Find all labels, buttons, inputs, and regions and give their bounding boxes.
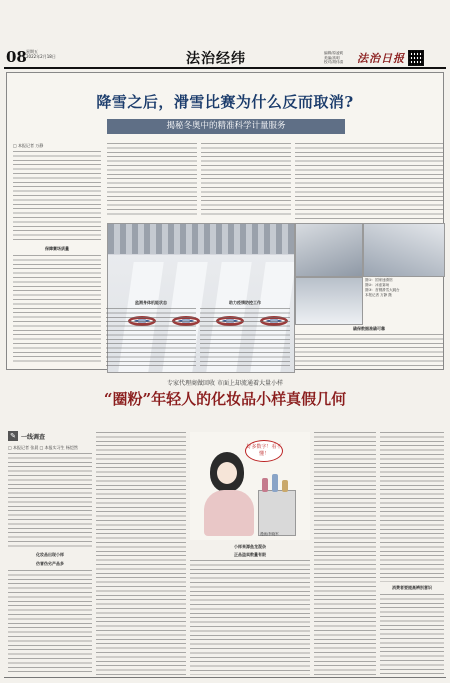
- top-subhead: 揭秘冬奥中的精准科学计量服务: [107, 119, 345, 134]
- article-column: [13, 143, 101, 365]
- bottom-headline: [0, 388, 450, 409]
- body-text: [295, 334, 443, 366]
- article-column: [200, 300, 290, 366]
- subtitle: 消费者要提高辨别意识: [392, 585, 432, 590]
- body-text: [200, 308, 290, 366]
- article-column: [106, 300, 196, 366]
- body-text: [314, 432, 376, 675]
- masthead-block: [324, 50, 424, 66]
- article-column: [96, 432, 186, 675]
- editor-line: 编辑/原凌莉: [324, 51, 344, 56]
- subtitle: 小样来源鱼龙混杂: [234, 544, 266, 549]
- date: 2022年2月18日: [26, 54, 56, 59]
- headline-text: “圈粉”年轻人的化妆品小样真假几何: [103, 390, 347, 408]
- section-tag: [8, 431, 45, 441]
- girl-body: [204, 490, 254, 536]
- caption: 图③：首钢滑雪大跳台: [365, 288, 400, 292]
- investigation-icon: ✎: [8, 431, 18, 441]
- section-title: 法治经纬: [186, 51, 246, 67]
- article-column: [8, 445, 92, 675]
- editor-line: 校对/胡伟清: [324, 60, 344, 65]
- body-text: [295, 143, 443, 219]
- body-text: [380, 594, 444, 674]
- subtitle: 助力疫情防控工作: [229, 300, 261, 305]
- bottle-icon: [282, 480, 288, 492]
- subtitle: 确保数据准确可靠: [353, 326, 385, 331]
- illustration-credit: 漫画/李晓军: [260, 532, 279, 536]
- bottle-icon: [272, 474, 278, 492]
- caption: 本报记者 万静 摄: [365, 293, 392, 297]
- arena-photo: [363, 223, 445, 277]
- section-tag-label: 一线调查: [21, 433, 46, 441]
- subtitle: 化妆品出现小样: [36, 552, 64, 557]
- top-headline: 降雪之后，滑雪比赛为什么反而取消?: [96, 93, 354, 111]
- body-text: [201, 143, 291, 217]
- byline: □ 本报记者 万静: [13, 143, 44, 148]
- bottom-kicker: 专家代理商做回收 市面上却流通着大量小样: [167, 380, 283, 387]
- subtitle: 监测身体机能状态: [135, 300, 167, 305]
- page-header: [0, 0, 450, 68]
- ski-jump-photo: [295, 277, 363, 325]
- body-text: [106, 308, 196, 366]
- lipstick-icon: [262, 478, 268, 492]
- photo-captions: [365, 278, 441, 298]
- editor-line: 美编/高明: [324, 55, 340, 60]
- subtitle: 保障赛场质量: [45, 246, 69, 251]
- body-text: [190, 560, 310, 675]
- speech-bubble: 好多数字！看不懂！: [245, 440, 283, 462]
- body-text: [13, 151, 101, 243]
- stadium-photo: [295, 223, 363, 277]
- page-number: 08: [6, 48, 27, 66]
- article-column: [201, 143, 291, 217]
- shopping-bag-icon: [258, 490, 296, 536]
- article-column: [190, 544, 310, 675]
- arena-ceiling: [108, 224, 294, 254]
- header-rule: [4, 67, 446, 69]
- qr-code-icon: [408, 50, 424, 66]
- article-column: [295, 326, 443, 366]
- body-text: [8, 453, 92, 549]
- newspaper-logo: 法治日报: [357, 52, 405, 65]
- caption: 图②：冰壶赛场: [365, 283, 390, 287]
- byline: □ 本报记者 张晨 □ 本报实习生 杨恺然: [8, 445, 78, 450]
- issue-date: [26, 49, 66, 59]
- body-text: [380, 432, 444, 582]
- girl-face: [217, 462, 237, 484]
- cosmetics-illustration: [190, 432, 310, 540]
- body-text: [8, 570, 92, 675]
- article-column: [107, 143, 197, 217]
- article-column: [314, 432, 376, 675]
- weekday: 星期五: [26, 49, 38, 54]
- body-text: [13, 255, 101, 365]
- article-column: [380, 432, 444, 675]
- caption: 图①：国家速滑馆: [365, 278, 393, 282]
- article-column: [295, 143, 443, 219]
- subtitle: 仿冒伪劣产品多: [36, 561, 64, 566]
- footer-rule: [4, 677, 446, 678]
- editor-credits: [324, 51, 354, 65]
- body-text: [96, 432, 186, 675]
- body-text: [107, 143, 197, 217]
- subtitle: 正品盗卖数量有限: [234, 552, 266, 557]
